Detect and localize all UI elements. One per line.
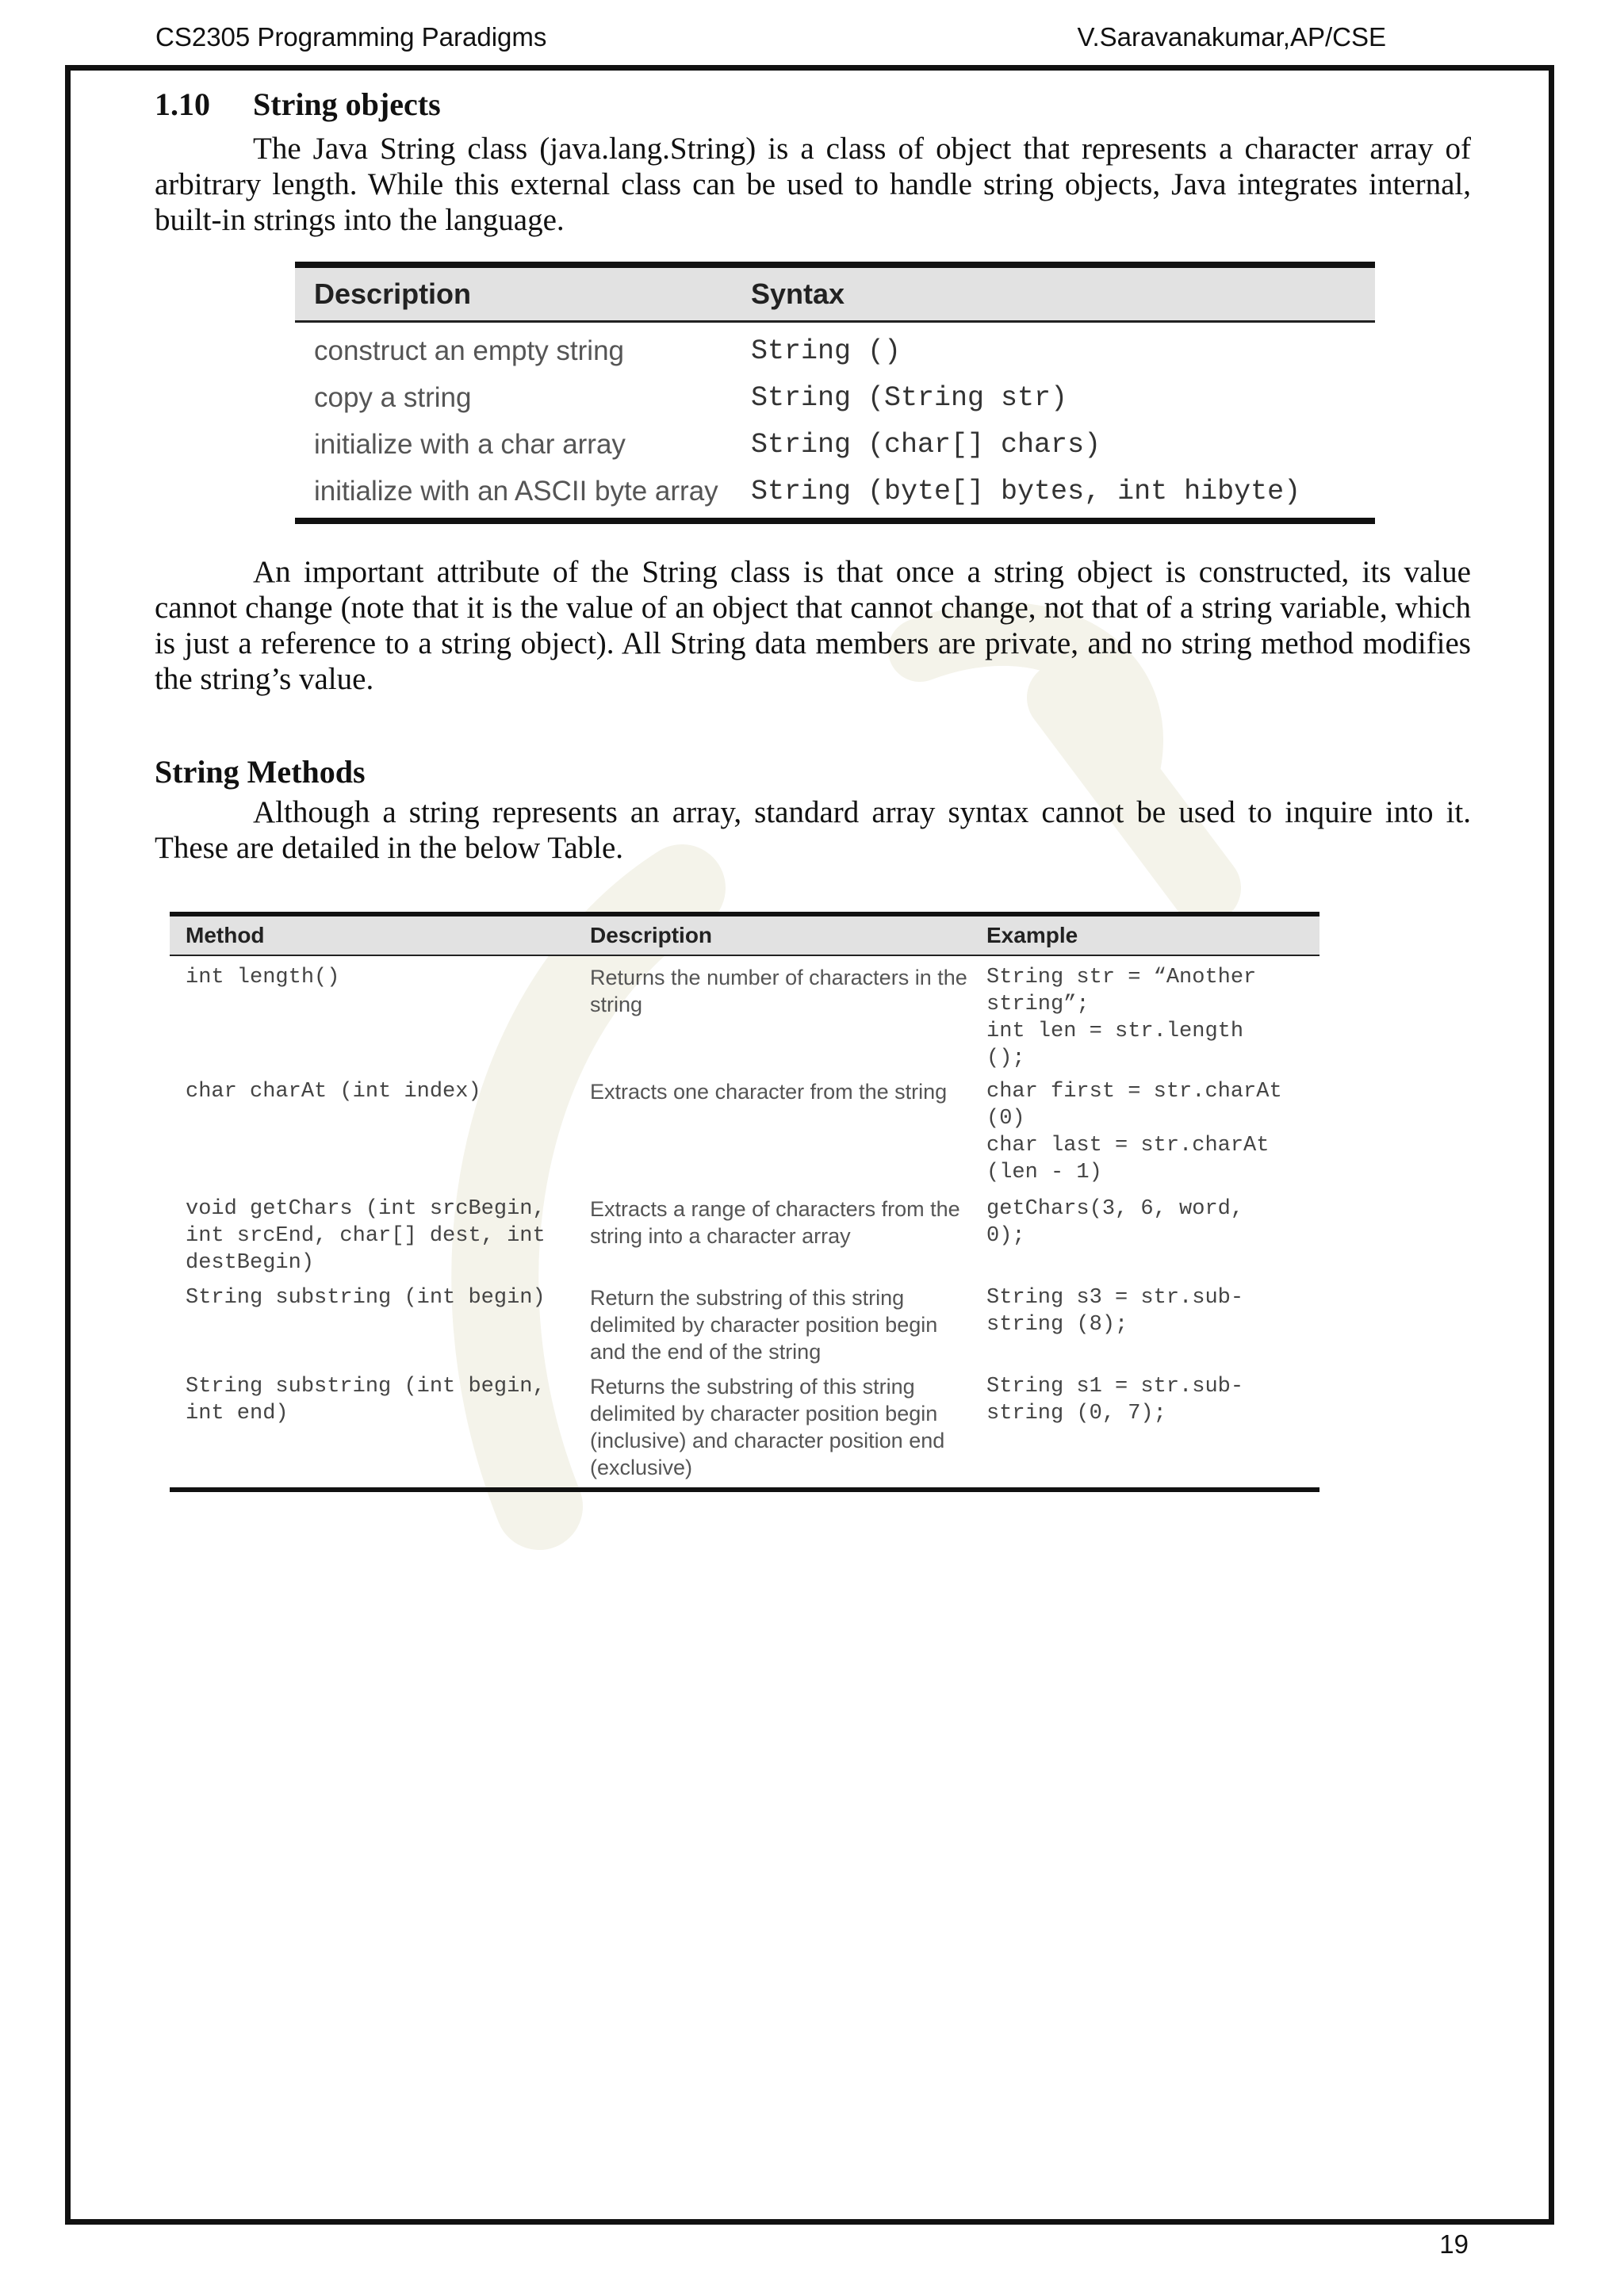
constructors-table-body xyxy=(295,327,1375,518)
cell-description: Returns the number of characters in the string xyxy=(590,966,967,1016)
column-header-syntax: Syntax xyxy=(751,277,845,310)
cell-syntax: String () xyxy=(751,335,902,367)
cell-example: getChars(3, 6, word, 0); xyxy=(986,1197,1244,1248)
cell-example: String str = “Another string”; int len = str.length (); xyxy=(986,966,1257,1070)
section-heading xyxy=(155,86,441,123)
cell-method: void getChars (int srcBegin, int srcEnd, char[] dest, int destBegin) xyxy=(186,1197,546,1275)
table-row xyxy=(295,421,1375,468)
cell-syntax: String (byte[] bytes, int hibyte) xyxy=(751,475,1301,507)
cell-description: Extracts a range of characters from the string into a character array xyxy=(590,1197,960,1248)
cell-description: copy a string xyxy=(314,381,472,413)
cell-syntax: String (String str) xyxy=(751,381,1068,414)
header-course: CS2305 Programming Paradigms xyxy=(155,22,547,52)
intro-paragraph: The Java String class (java.lang.String) is a class of object that represents a character array of arbitrary length. While this external class can be used to handle string objects, Java integrates internal, built-in strings into the language. xyxy=(155,132,1471,237)
cell-syntax: String (char[] chars) xyxy=(751,428,1101,461)
table-row xyxy=(295,468,1375,515)
column-header-method: Method xyxy=(186,923,265,947)
cell-example: String s3 = str.sub- string (8); xyxy=(986,1286,1244,1337)
cell-description: initialize with a char array xyxy=(314,428,626,460)
cell-method: char charAt (int index) xyxy=(186,1080,481,1104)
attribute-paragraph: An important attribute of the String class is that once a string object is constructed, its value cannot change (note that it is the value of an object that cannot change, not that of a string variable, which is just a reference to a string object). All String data members are private, and no string method modifies the string’s value. xyxy=(155,555,1471,696)
page-number: 19 xyxy=(1439,2229,1469,2259)
cell-description: initialize with an ASCII byte array xyxy=(314,475,718,507)
column-header-example: Example xyxy=(986,923,1078,947)
constructors-table-header xyxy=(295,268,1375,323)
cell-method: int length() xyxy=(186,966,340,989)
constructors-table xyxy=(295,262,1375,524)
table-row xyxy=(295,327,1375,374)
section-number: 1.10 xyxy=(155,86,210,122)
subsection-title: String Methods xyxy=(155,754,366,790)
methods-table-header xyxy=(170,916,1320,956)
table-row xyxy=(295,374,1375,421)
cell-example: String s1 = str.sub- string (0, 7); xyxy=(986,1375,1244,1425)
cell-description: Extracts one character from the string xyxy=(590,1080,948,1104)
table-row xyxy=(170,956,1320,1073)
cell-method: String substring (int begin) xyxy=(186,1286,546,1310)
column-header-description: Description xyxy=(590,923,713,947)
table-row xyxy=(170,1073,1320,1191)
methods-intro-paragraph: Although a string represents an array, standard array syntax cannot be used to inquire into it. These are detailed in the below Table. xyxy=(155,795,1471,865)
column-header-description: Description xyxy=(314,277,472,310)
cell-example: char first = str.charAt (0) char last = str.charAt (len - 1) xyxy=(986,1080,1282,1184)
header-author: V.Saravanakumar,AP/CSE xyxy=(1077,22,1386,52)
table-row xyxy=(170,1191,1320,1280)
cell-method: String substring (int begin, int end) xyxy=(186,1375,546,1425)
methods-table xyxy=(170,912,1320,1492)
table-row xyxy=(170,1280,1320,1368)
cell-description: construct an empty string xyxy=(314,335,624,366)
cell-description: Returns the substring of this string delimited by character position begin (inclusive) and character position end (exclusive) xyxy=(590,1375,945,1479)
cell-description: Return the substring of this string delimited by character position begin and the end of the string xyxy=(590,1286,938,1364)
section-title: String objects xyxy=(253,86,441,122)
table-row xyxy=(170,1368,1320,1487)
